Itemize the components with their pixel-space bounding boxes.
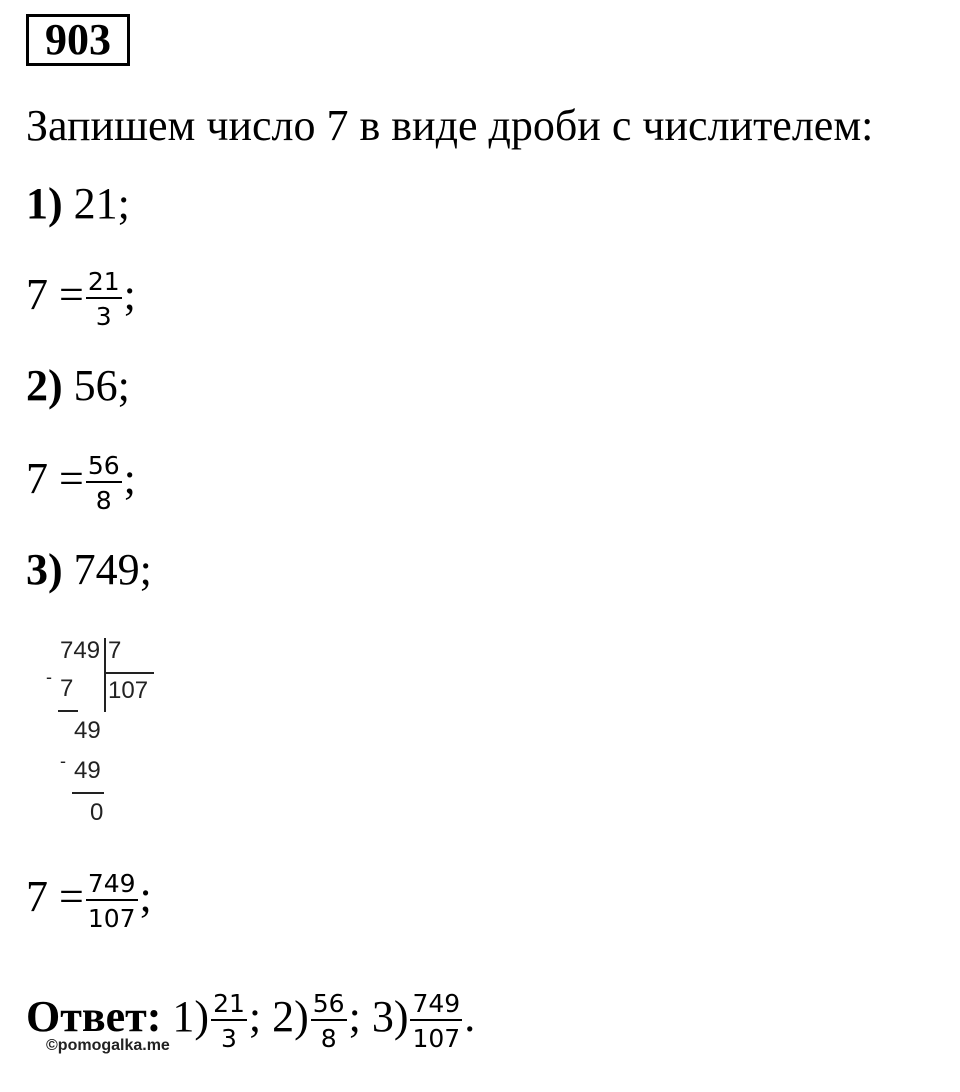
fraction-numerator: 56 — [311, 990, 347, 1021]
subtrahend-2: 49 — [74, 757, 101, 784]
part-1-label: 1) — [26, 179, 63, 228]
fraction — [86, 870, 138, 932]
part-2-equation — [26, 452, 136, 514]
quotient: 107 — [108, 677, 149, 704]
fraction-denominator: 107 — [412, 1024, 461, 1053]
answer-2-label: 2) — [272, 992, 309, 1042]
long-division — [40, 634, 190, 834]
answer-fraction — [211, 990, 247, 1052]
subtrahend-1: 7 — [60, 675, 74, 702]
separator: ; — [348, 992, 361, 1042]
answer-fraction — [311, 990, 347, 1052]
part-3-heading — [26, 544, 152, 596]
fraction-numerator: 749 — [86, 870, 138, 901]
fraction-numerator: 749 — [410, 990, 462, 1021]
fraction-denominator: 3 — [221, 1024, 237, 1053]
fraction-denominator: 8 — [320, 1024, 337, 1053]
equation-lhs: 7 = — [26, 270, 84, 320]
part-1-equation — [26, 268, 136, 330]
remainder-2: 0 — [90, 799, 104, 826]
separator: . — [464, 992, 476, 1042]
intro-text: Запишем число 7 в виде дроби с числителем: — [26, 101, 874, 150]
minus-sign: - — [46, 667, 52, 687]
fraction-denominator: 8 — [95, 486, 112, 515]
part-1-numerator: 21; — [73, 179, 130, 228]
fraction-numerator: 21 — [86, 268, 122, 299]
part-3-label: 3) — [26, 545, 63, 594]
division-horizontal-line — [104, 672, 154, 674]
subtraction-line-1 — [58, 710, 78, 712]
problem-number: 903 — [26, 14, 130, 66]
part-2-label: 2) — [26, 361, 63, 410]
semicolon: ; — [139, 872, 152, 922]
remainder-1: 49 — [74, 717, 101, 744]
part-3-equation — [26, 870, 152, 932]
fraction-numerator: 56 — [86, 452, 122, 483]
subtraction-line-2 — [72, 792, 104, 794]
answer-label: Ответ: — [26, 992, 162, 1042]
dividend: 749 — [60, 637, 101, 664]
fraction — [86, 268, 122, 330]
division-vertical-line — [104, 638, 106, 712]
fraction-denominator: 107 — [87, 904, 136, 933]
part-2-heading — [26, 360, 130, 412]
equation-lhs: 7 = — [26, 454, 84, 504]
separator: ; — [248, 992, 262, 1042]
answer-fraction — [410, 990, 462, 1052]
part-3-numerator: 749; — [73, 545, 152, 594]
watermark: ©pomogalka.me — [46, 1037, 170, 1054]
part-1-heading — [26, 178, 130, 230]
semicolon: ; — [123, 270, 136, 320]
minus-sign: - — [60, 751, 66, 771]
fraction — [86, 452, 122, 514]
part-2-numerator: 56; — [73, 361, 130, 410]
equation-lhs: 7 = — [26, 872, 84, 922]
fraction-numerator: 21 — [211, 990, 247, 1021]
answer-1-label: 1) — [172, 992, 210, 1042]
answer-3-label: 3) — [371, 992, 409, 1042]
fraction-denominator: 3 — [95, 302, 112, 331]
divisor: 7 — [108, 637, 122, 664]
semicolon: ; — [123, 454, 136, 504]
